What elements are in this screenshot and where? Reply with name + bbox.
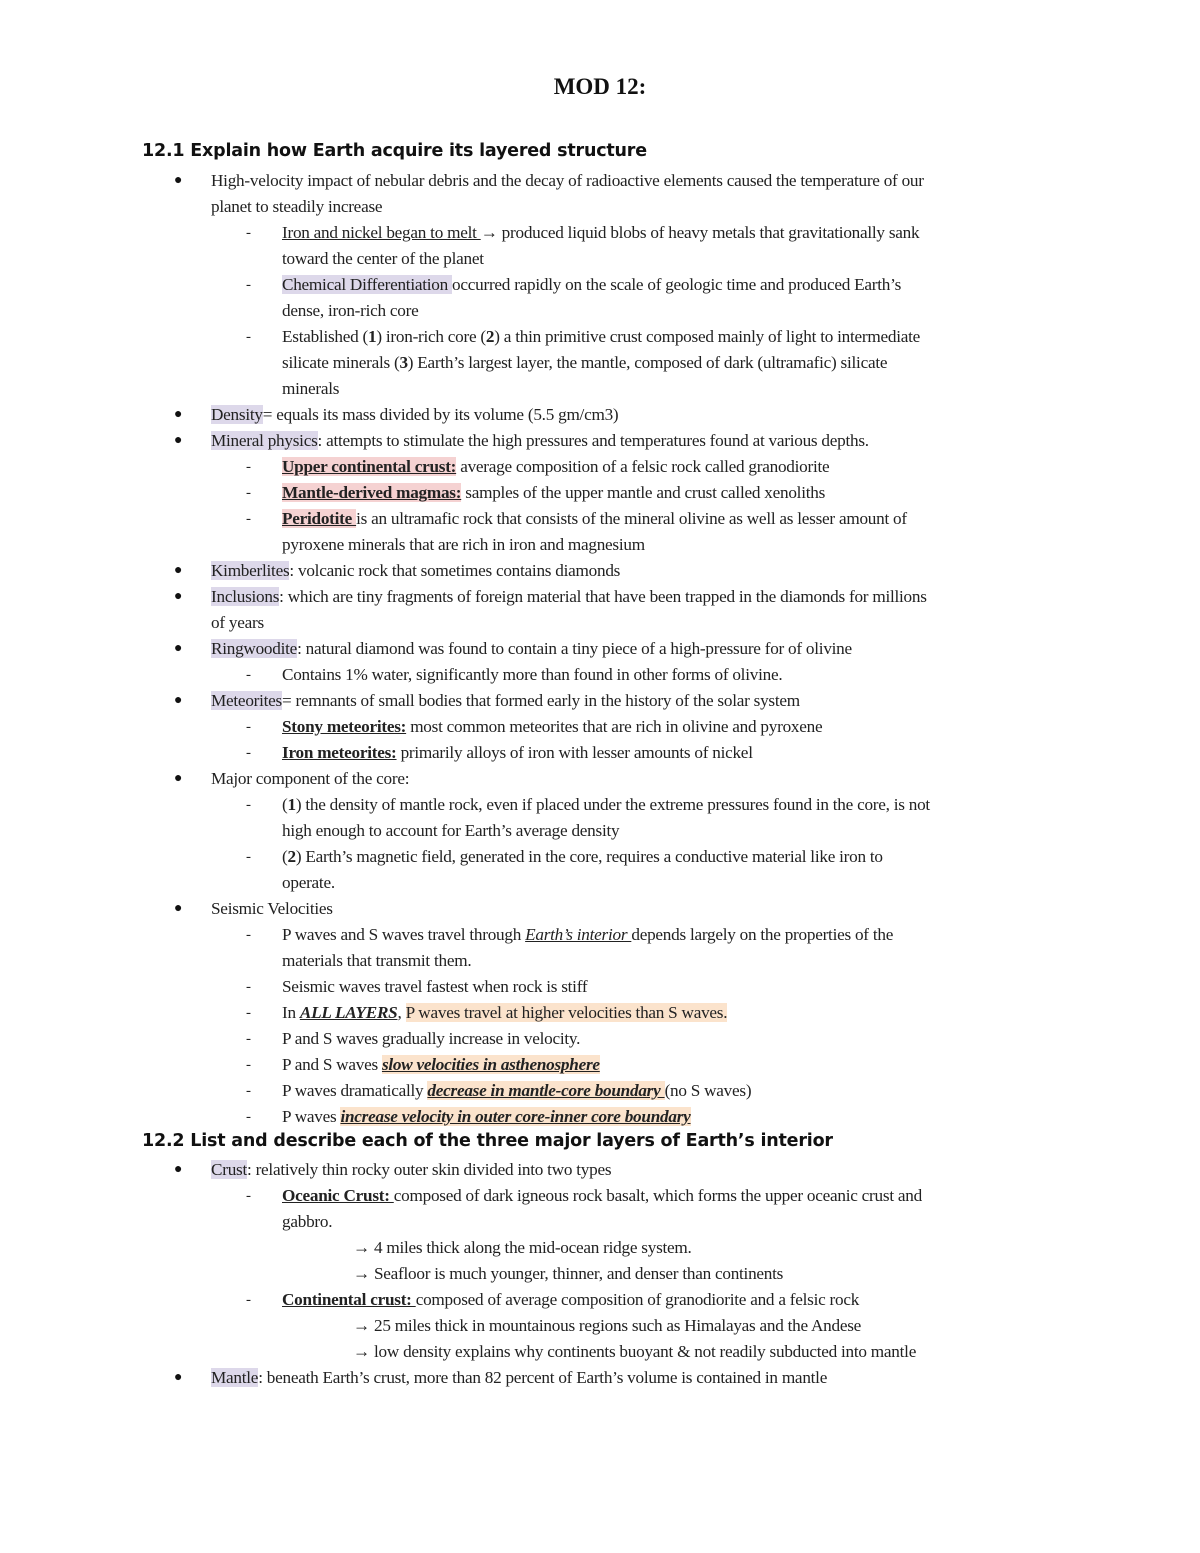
item-text: ) Earth’s largest layer, the mantle, composed of dark (ultramafic) silicate [407,353,888,372]
list-item-continued: of years [211,613,264,632]
item-text: ) iron-rich core ( [376,327,486,346]
arrow-note: → 25 miles thick in mountainous regions such as Himalayas and the Andese [353,1316,862,1335]
term-meteorites: Meteorites [211,691,283,710]
list-item-continued: operate. [282,873,335,892]
term-upper-continental-crust: Upper continental crust: [282,457,457,476]
term-earths-interior: Earth’s interior [525,925,632,944]
list-item [211,690,800,712]
list-item: P and S waves gradually increase in velocity. [282,1029,581,1048]
list-item [282,456,829,478]
term-continental-crust: Continental crust: [282,1290,416,1309]
bullet-icon: ● [174,173,183,188]
number-label: 2 [485,327,495,346]
list-item [282,482,825,504]
section-heading-12-2: 12.2 List and describe each of the three major layers of Earth’s interior [142,1131,833,1151]
bullet-icon: ● [174,589,183,604]
item-text: = equals its mass divided by its volume (5.5 gm/cm3) [262,405,619,424]
item-text: composed of average composition of granodiorite and a felsic rock [415,1290,860,1309]
term-peridotite: Peridotite [282,509,357,528]
number-label: 3 [399,353,408,372]
item-text: most common meteorites that are rich in olivine and pyroxene [406,717,823,736]
list-item [211,638,852,660]
dash-marker: - [246,511,251,527]
item-text: silicate minerals ( [282,353,400,372]
item-text: composed of dark igneous rock basalt, which forms the upper oceanic crust and [393,1186,922,1205]
list-item [282,1185,922,1207]
dash-marker: - [246,797,251,813]
item-text: ) the density of mantle rock, even if placed under the extreme pressures found in the core, is not [295,795,930,814]
term-outer-inner-core-boundary: increase velocity in outer core-inner core boundary [340,1107,691,1126]
item-text: ) Earth’s magnetic field, generated in the core, requires a conductive material like iron to [295,847,883,866]
list-item-continued: gabbro. [282,1212,333,1231]
dash-marker: - [246,1292,251,1308]
item-text: = remnants of small bodies that formed early in the history of the solar system [282,691,800,710]
list-item-continued [282,352,887,374]
bullet-icon: ● [174,407,183,422]
item-text: , [397,1003,406,1022]
dash-marker: - [246,745,251,761]
list-item [211,560,620,582]
list-item: Seismic Velocities [211,899,333,918]
list-item-continued: dense, iron-rich core [282,301,419,320]
dash-marker: - [246,277,251,293]
dash-marker: - [246,1031,251,1047]
dash-marker: - [246,225,251,241]
item-text: P and S waves [282,1055,382,1074]
list-item [282,1002,727,1024]
item-text: primarily alloys of iron with lesser amounts of nickel [396,743,753,762]
item-text: ) a thin primitive crust composed mainly of light to intermediate [494,327,920,346]
number-label: 1 [287,795,296,814]
term-melt: Iron and nickel began to melt [282,223,481,242]
list-item [282,1106,691,1128]
item-text: P waves [282,1107,341,1126]
item-text: : beneath Earth’s crust, more than 82 percent of Earth’s volume is contained in mantle [258,1368,828,1387]
list-item-continued: high enough to account for Earth’s average density [282,821,620,840]
term-mantle-core-boundary: decrease in mantle-core boundary [427,1081,665,1100]
paragraph-line: High-velocity impact of nebular debris and the decay of radioactive elements caused the temperature of our [211,171,924,190]
item-text: → produced liquid blobs of heavy metals that gravitationally sank [480,223,920,242]
term-kimberlites: Kimberlites [211,561,290,580]
dash-marker: - [246,1083,251,1099]
item-text: is an ultramafic rock that consists of the mineral olivine as well as lesser amount of [356,509,907,528]
term-stony-meteorites: Stony meteorites: [282,717,407,736]
item-text: P waves dramatically [282,1081,428,1100]
list-item-continued: pyroxene minerals that are rich in iron and magnesium [282,535,645,554]
list-item-continued: materials that transmit them. [282,951,472,970]
section-heading-12-1: 12.1 Explain how Earth acquire its layered structure [142,141,647,161]
list-item: Contains 1% water, significantly more than found in other forms of olivine. [282,665,783,684]
bullet-icon: ● [174,641,183,656]
arrow-note: → low density explains why continents buoyant & not readily subducted into mantle [353,1342,917,1361]
list-item [211,1367,827,1389]
list-item [282,794,930,816]
item-text: samples of the upper mantle and crust called xenoliths [461,483,826,502]
list-item [282,924,893,946]
item-text: : attempts to stimulate the high pressures and temperatures found at various depths. [317,431,869,450]
item-text: average composition of a felsic rock called granodiorite [456,457,830,476]
list-item [282,1054,600,1076]
list-item [282,222,919,244]
list-item [211,1159,611,1181]
highlighted-text: P waves travel at higher velocities than S waves. [405,1003,728,1022]
dash-marker: - [246,1005,251,1021]
list-item [211,430,869,452]
list-item [282,274,901,296]
dash-marker: - [246,329,251,345]
list-item [282,1080,751,1102]
list-item [211,404,618,426]
term-density: Density [211,405,263,424]
item-text: occurred rapidly on the scale of geologic time and produced Earth’s [452,275,902,294]
list-item: Major component of the core: [211,769,410,788]
list-item [282,716,822,738]
bullet-icon: ● [174,693,183,708]
page-title: MOD 12: [553,74,647,99]
dash-marker: - [246,459,251,475]
dash-marker: - [246,927,251,943]
dash-marker: - [246,849,251,865]
list-item [282,742,753,764]
dash-marker: - [246,1057,251,1073]
list-item [282,326,920,348]
item-text: P waves and S waves travel through [282,925,526,944]
bullet-icon: ● [174,1370,183,1385]
item-text: depends largely on the properties of the [631,925,894,944]
dash-marker: - [246,1188,251,1204]
term-mantle: Mantle [211,1368,259,1387]
term-slow-asthenosphere: slow velocities in asthenosphere [381,1055,600,1074]
arrow-note: → 4 miles thick along the mid-ocean ridge system. [353,1238,692,1257]
item-text: : which are tiny fragments of foreign material that have been trapped in the diamonds for millions [279,587,927,606]
term-chemical-differentiation: Chemical Differentiation [282,275,453,294]
term-ringwoodite: Ringwoodite [211,639,298,658]
bullet-icon: ● [174,771,183,786]
item-text: (no S waves) [664,1081,752,1100]
paragraph-line: planet to steadily increase [211,197,383,216]
term-mineral-physics: Mineral physics [211,431,318,450]
list-item [282,1289,859,1311]
item-text: : natural diamond was found to contain a tiny piece of a high-pressure for of olivine [297,639,852,658]
bullet-icon: ● [174,433,183,448]
item-text: In [282,1003,300,1022]
item-text: ( [282,847,288,866]
list-item-continued: minerals [282,379,340,398]
list-item [282,846,883,868]
dash-marker: - [246,667,251,683]
number-label: 2 [287,847,296,866]
term-inclusions: Inclusions [211,587,280,606]
list-item [211,586,927,608]
dash-marker: - [246,1109,251,1125]
term-mantle-derived-magmas: Mantle-derived magmas: [282,483,462,502]
list-item [282,508,907,530]
bullet-icon: ● [174,1162,183,1177]
dash-marker: - [246,719,251,735]
item-text: ( [282,795,288,814]
item-text: Established ( [282,327,369,346]
bullet-icon: ● [174,901,183,916]
term-all-layers: ALL LAYERS [299,1003,398,1022]
list-item-continued: toward the center of the planet [282,249,484,268]
number-label: 1 [368,327,377,346]
dash-marker: - [246,979,251,995]
item-text: : relatively thin rocky outer skin divided into two types [247,1160,612,1179]
dash-marker: - [246,485,251,501]
bullet-icon: ● [174,563,183,578]
term-iron-meteorites: Iron meteorites: [282,743,397,762]
arrow-note: → Seafloor is much younger, thinner, and denser than continents [353,1264,784,1283]
item-text: : volcanic rock that sometimes contains diamonds [289,561,621,580]
term-crust: Crust [211,1160,247,1179]
term-oceanic-crust: Oceanic Crust: [282,1186,394,1205]
list-item: Seismic waves travel fastest when rock is stiff [282,977,588,996]
